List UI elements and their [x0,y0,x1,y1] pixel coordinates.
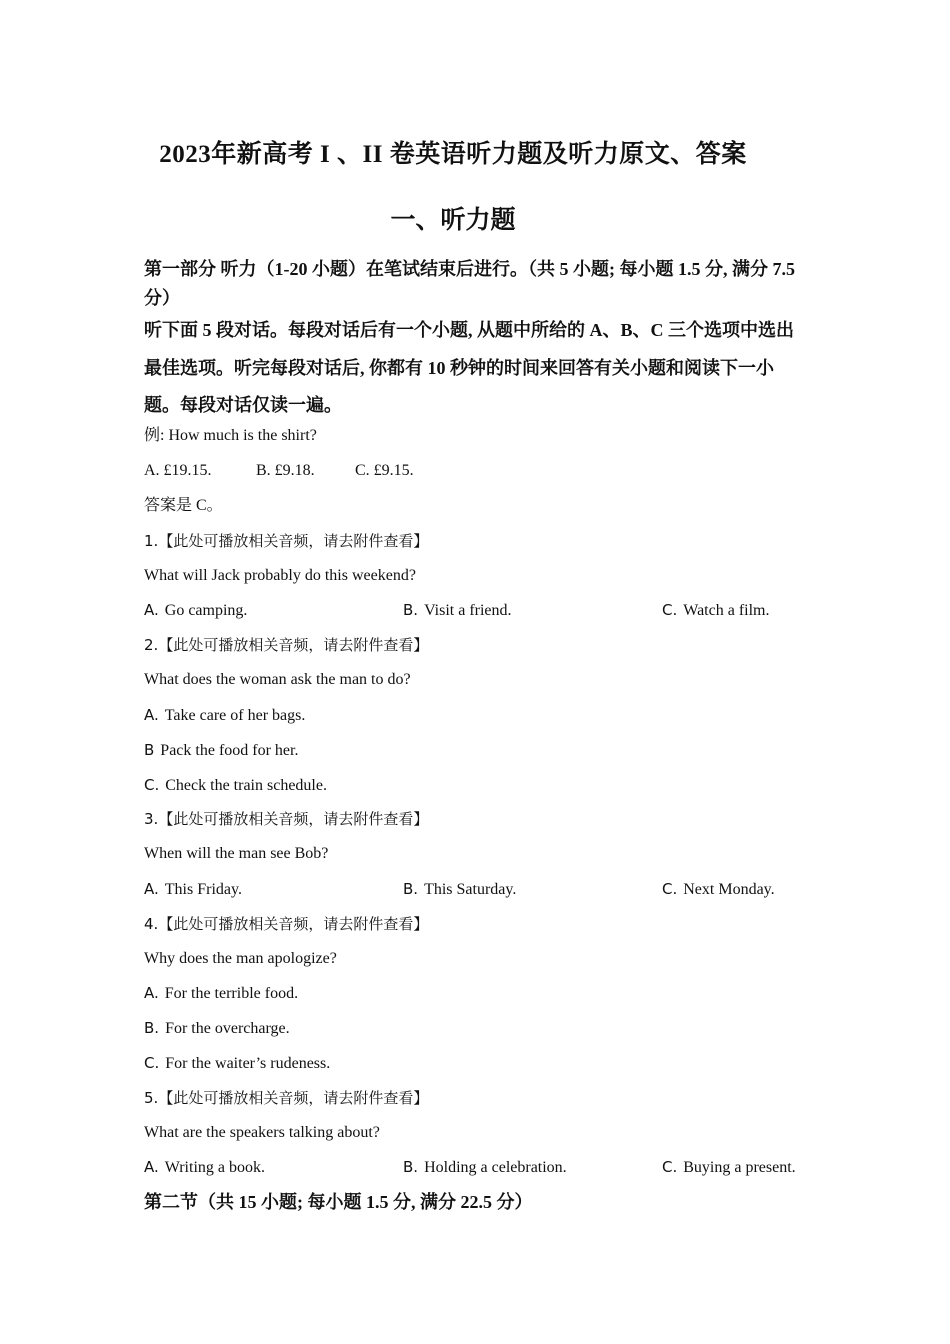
q1-option-b: B. Visit a friend. [403,601,512,619]
question-5-text: What are the speakers talking about? [144,1124,380,1141]
document-title: 2023年新高考 I 、II 卷英语听力题及听力原文、答案 [159,141,747,168]
q1-option-a: A. Go camping. [144,601,248,619]
question-number: 1. [144,532,159,550]
example-option-b: B. £9.18. [256,462,315,479]
question-1-text: What will Jack probably do this weekend? [144,567,416,584]
part1-intro: 第一部分 听力（1-20 小题）在笔试结束后进行。（共 5 小题; 每小题 1.5 分, 满分 7.5 分） [144,259,795,308]
q2-option-a: A. Take care of her bags. [144,706,306,724]
audio-note: 【此处可播放相关音频，请去附件查看】 [158,915,429,933]
audio-note: 【此处可播放相关音频，请去附件查看】 [158,810,429,828]
question-2-text: What does the woman ask the man to do? [144,671,411,688]
section-title: 一、听力题 [390,207,516,234]
q2-option-c: C. Check the train schedule. [144,776,327,794]
audio-note: 【此处可播放相关音频，请去附件查看】 [158,532,429,550]
question-number: 4. [144,915,159,933]
q4-option-a: A. For the terrible food. [144,984,299,1002]
part1-instructions: 听下面 5 段对话。每段对话后有一个小题, 从题中所给的 A、B、C 三个选项中选出最佳选项。听完每段对话后, 你都有 10 秒钟的时间来回答有关小题和阅读下一小题。每段对话仅读一遍。 [144,320,795,415]
q3-option-a: A. This Friday. [144,880,242,898]
question-3-header [144,809,428,830]
example-answer: 答案是 C。 [144,497,223,514]
question-4-header [144,914,428,935]
q2-option-b: B Pack the food for her. [144,741,299,759]
q1-option-c: C. Watch a film. [662,601,770,619]
question-4-text: Why does the man apologize? [144,950,337,967]
audio-note: 【此处可播放相关音频，请去附件查看】 [158,636,429,654]
q3-option-b: B. This Saturday. [403,880,517,898]
q4-option-c: C. For the waiter’s rudeness. [144,1054,331,1072]
example-option-a: A. £19.15. [144,462,212,479]
question-number: 3. [144,810,159,828]
q4-option-b: B. For the overcharge. [144,1019,290,1037]
section2-header: 第二节（共 15 小题; 每小题 1.5 分, 满分 22.5 分） [144,1192,533,1212]
question-2-header [144,635,428,656]
q5-option-b: B. Holding a celebration. [403,1158,567,1176]
q5-option-c: C. Buying a present. [662,1158,796,1176]
question-1-header [144,531,428,552]
q5-option-a: A. Writing a book. [144,1158,265,1176]
audio-note: 【此处可播放相关音频，请去附件查看】 [158,1089,429,1107]
q3-option-c: C. Next Monday. [662,880,775,898]
question-5-header [144,1088,428,1109]
example-option-c: C. £9.15. [355,462,414,479]
question-3-text: When will the man see Bob? [144,845,329,862]
question-number: 5. [144,1089,159,1107]
example-question: 例: How much is the shirt? [144,427,317,444]
question-number: 2. [144,636,159,654]
